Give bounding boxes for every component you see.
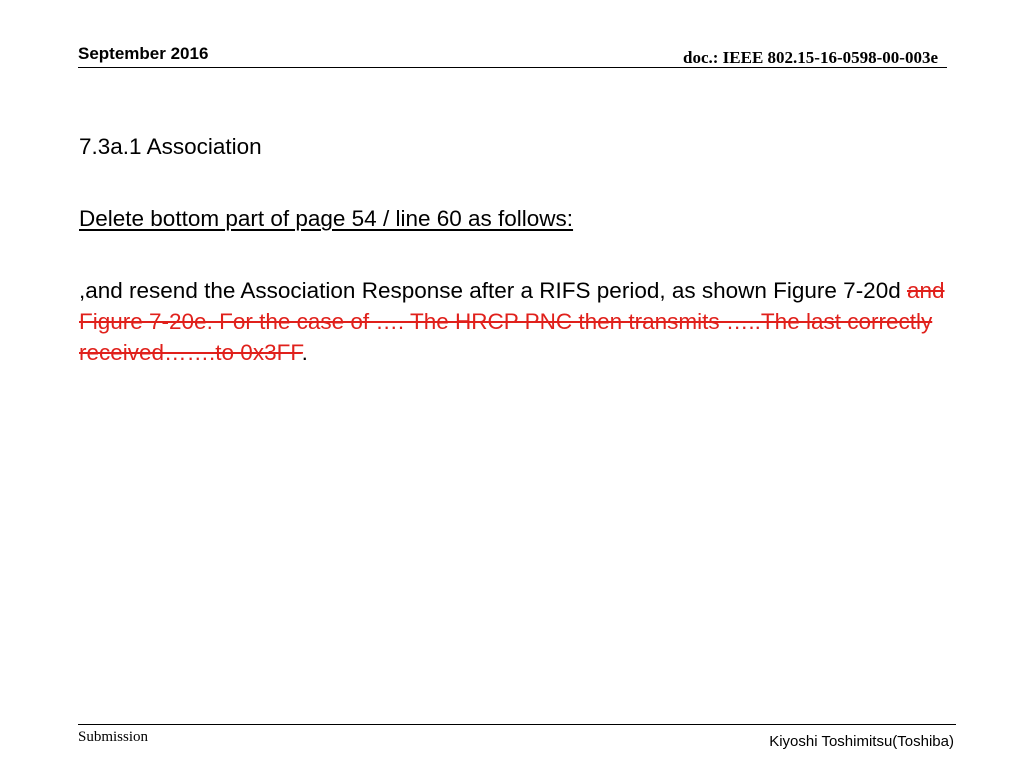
retained-text: ,and resend the Association Response after a RIFS period, as shown Figure 7-20d bbox=[79, 278, 907, 303]
section-heading: 7.3a.1 Association bbox=[79, 134, 262, 159]
deleted-text: and Figure 7-20e. For the case of …. The HRCP PNC then transmits …..The last correctly received…….to 0x3FF bbox=[79, 278, 945, 365]
footer-author: Kiyoshi Toshimitsu(Toshiba) bbox=[769, 733, 954, 750]
amendment-paragraph bbox=[79, 275, 984, 368]
footer-divider bbox=[78, 724, 956, 725]
trailing-punctuation: . bbox=[301, 340, 308, 365]
header-divider bbox=[78, 67, 947, 68]
header-date: September 2016 bbox=[78, 44, 209, 63]
footer-submission-label: Submission bbox=[78, 729, 149, 745]
editing-instruction: Delete bottom part of page 54 / line 60 as follows: bbox=[79, 206, 574, 231]
slide-body bbox=[79, 131, 984, 368]
document-id: doc.: IEEE 802.15-16-0598-00-003e bbox=[683, 48, 938, 67]
